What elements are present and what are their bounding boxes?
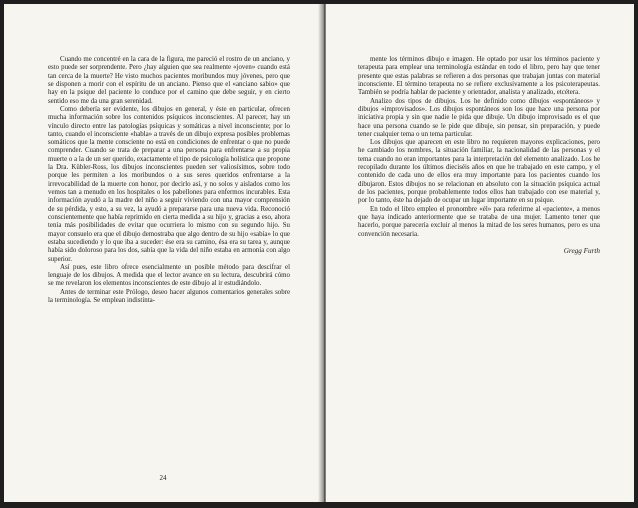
paragraph: Los dibujos que aparecen en este libro no requieren mayores explicaciones, pero he cambiado los nombres, la situación familiar, la nacionalidad de las personas y el tema cuando no eran importantes para la interpretación del elemento analizado. Los he recopilado durante los últimos dieciséis años en que he trabajado en este campo, y el contenido de cada uno de ellos era muy importante para los pacientes cuando los dibujaron. Estos dibujos no se relacionan en absoluto con la situación psíquica actual de los pacientes, porque probablemente todos ellos han trabajado con ese material y, por lo tanto, éste ha dejado de ocupar un lugar importante en su psique. (358, 139, 600, 205)
left-page (4, 4, 322, 502)
paragraph: Antes de terminar este Prólogo, deseo hacer algunos comentarios generales sobre la terminología. Se emplean indistinta- (48, 288, 290, 305)
paragraph: Cuando me concentré en la cara de la figura, me pareció el rostro de un anciano, y esto puede ser sorprendente. Pero ¿hay alguien que sea realmente «joven» cuando está tan cerca de la muerte? He visto muchos pacientes moribundos muy jóvenes, pero que se disponen a morir con el espíritu de un anciano. Pienso que el «anciano sabio» que hay en la psique del paciente lo conduce por el camino que debe seguir, y en cierto sentido eso me da una gran serenidad. (48, 56, 290, 105)
paragraph: Como debería ser evidente, los dibujos en general, y éste en particular, ofrecen mucha información sobre los contenidos psíquicos inconscientes. Al parecer, hay un vínculo directo entre las patologías psíquicas y somáticas a nivel inconsciente; por lo tanto, cuando el inconsciente «habla» a través de un dibujo expresa posibles problemas somáticos que la mente consciente no está en condiciones de enfrentar o que no puede comprender. Cuando se trata de preparar a una persona para enfrentarse a su propia muerte o a la de un ser querido, exactamente el tipo de psicología holística que propone la Dra. Kübler-Ross, los dibujos inconscientes pueden ser valiosísimos, sobre todo porque les permiten a los moribundos o a sus seres queridos enfrentarse a la irrevocabilidad de la muerte con honor, por decirlo así, y no solos y aislados como los vemos tan a menudo en los hospitales o los pabellones para enfermos incurables. Esta información ayudó a la madre del niño a seguir viviendo con una mayor comprensión de su pérdida, y esto, a su vez, la ayudó a prepararse para una nueva vida. Reconoció conscientemente que había reprimido en cierta medida a su hijo y, gracias a eso, ahora tenía más posibilidades de evitar que ocurriera lo mismo con su segundo hijo. Su mayor consuelo era que el dibujo demostraba que algo dentro de su hijo «sabía» lo que estaba sucediendo y lo que iba a suceder: ése era su camino, ésa era su tarea y, aunque había sido doloroso para los dos, sabía que la vida del niño estaba en armonía con algo superior. (48, 105, 290, 263)
right-page (326, 4, 634, 502)
author-signature: Gregg Furth (563, 246, 600, 255)
paragraph: Analizo dos tipos de dibujos. Los he definido como dibujos «espontáneos» y dibujos «improvisados». Los dibujos espontáneos son los que hace una persona por iniciativa propia y sin que nadie le pida que dibuje. Un dibujo improvisado es el que hace una persona cuando se le pide que dibuje, sin pensar, sin preparación, y puede tener cualquier tema o un tema particular. (358, 97, 600, 138)
paragraph: mente los términos dibujo e imagen. He optado por usar los términos paciente y terapeuta para emplear una terminología estándar en todo el libro, pero hay que tener presente que estas palabras se refieren a dos personas que trabajan juntas con material inconsciente. El término terapeuta no se refiere exclusivamente a los psicoterapeutas. También se podría hablar de paciente y orientador, analista y analizado, etcétera. (358, 56, 600, 97)
left-page-body (48, 56, 290, 305)
paragraph: En todo el libro empleo el pronombre «él» para referirme al «paciente», a menos que haya indicado anteriormente que se trataba de una mujer. Lamento tener que hacerlo, porque parecería excluir al menos la mitad de los seres humanos, pero es una convención necesaria. (358, 205, 600, 238)
page-number: 24 (159, 474, 167, 482)
paragraph: Así pues, este libro ofrece esencialmente un posible método para descifrar el lenguaje de los dibujos. A medida que el lector avance en su lectura, descubrirá cómo se me revelaron los elementos inconscientes de este dibujo al ir estudiándolo. (48, 263, 290, 288)
right-page-body (358, 56, 600, 255)
